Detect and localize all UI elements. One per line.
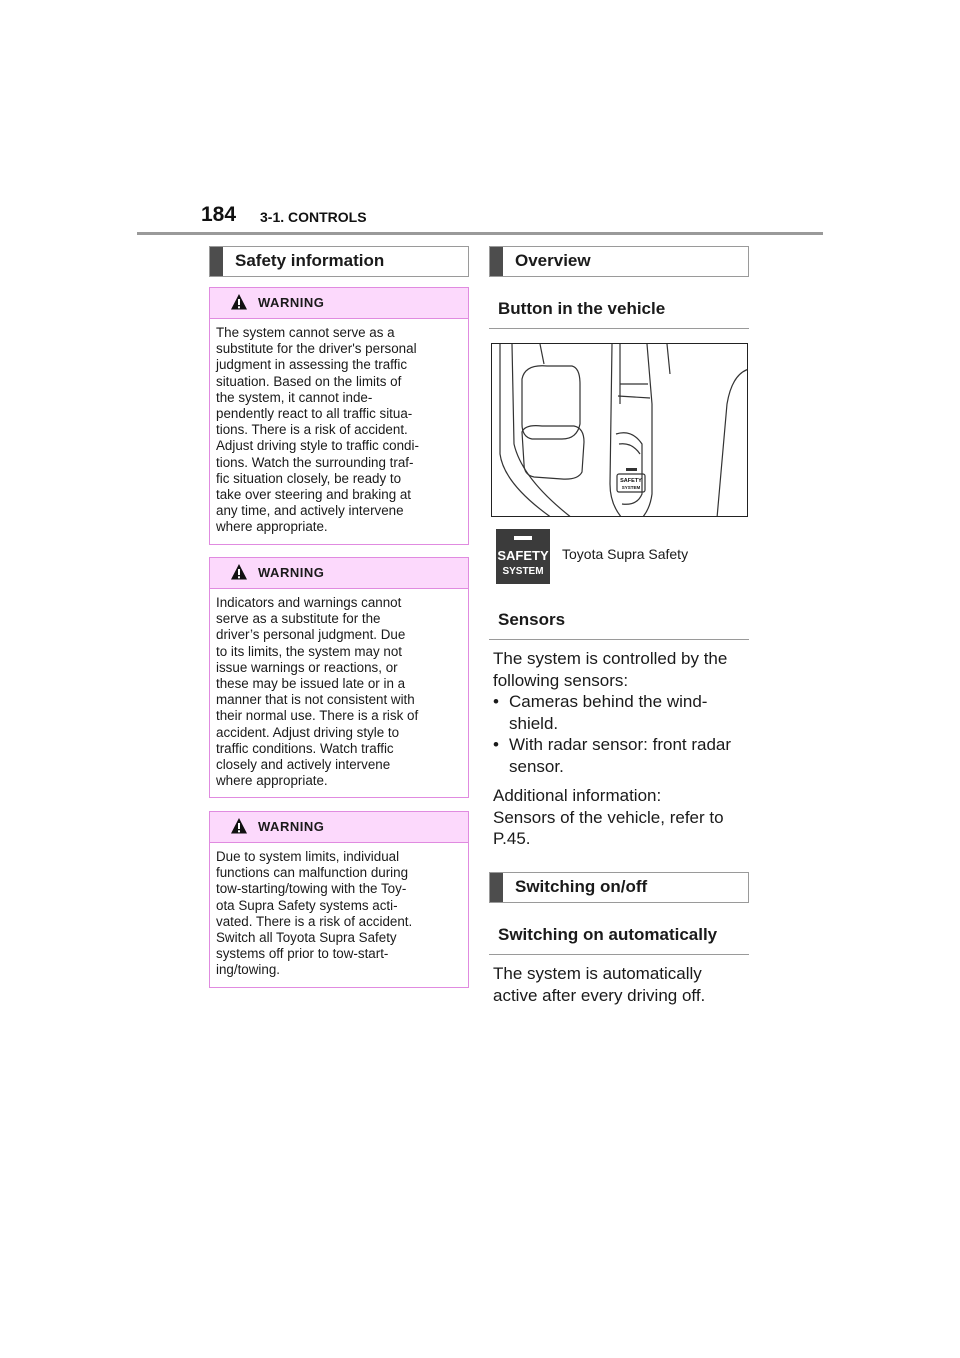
warning-text: Indicators and warnings cannot serve as a substitute for the driver’s personal judgment. Due to its limits, the system may not issue warnings or reactions, or these may be issued late or in a manner that is not consistent with their normal use. There is a risk of accident. Adjust driving style to traffic conditions. Watch traffic closely and actively intervene where appropriate.: [216, 595, 419, 789]
heading-label: Safety information: [235, 251, 385, 270]
safety-system-icon: [496, 529, 550, 584]
button-in-vehicle-heading: [489, 296, 749, 329]
subheading-label: Switching on automatically: [498, 925, 718, 944]
warning-triangle-icon: [230, 817, 248, 835]
warning-box-3: [209, 811, 469, 988]
header-rule: [137, 232, 823, 235]
heading-label: Overview: [515, 251, 591, 270]
bullet-text: With radar sensor: front radar sensor.: [509, 735, 732, 776]
console-illustration: [491, 343, 748, 517]
subheading-label: Sensors: [498, 610, 566, 629]
warning-header: [210, 558, 468, 589]
warning-box-2: [209, 557, 469, 798]
warning-triangle-icon: [230, 563, 248, 581]
sensors-body: [493, 648, 749, 777]
bullet-text: Cameras behind the wind-shield.: [509, 692, 708, 733]
warning-header: [210, 812, 468, 843]
warning-title: WARNING: [258, 565, 325, 580]
console-drawing: [492, 344, 748, 517]
switching-auto-heading: [489, 922, 749, 955]
additional-info: Additional information: Sensors of the vehicle, refer to P.45.: [493, 786, 724, 848]
list-item: [493, 691, 749, 734]
button-label-system: SYSTEM: [621, 485, 641, 490]
section-title: 3-1. CONTROLS: [260, 209, 367, 225]
heading-bar: [490, 247, 503, 276]
bullet-dot: •: [493, 735, 499, 754]
warning-text: Due to system limits, individual functions can malfunction during tow-starting/towing with the Toy- ota Supra Safety systems acti- vated. There is a risk of accident. Switch all Toyota Supra Safety systems off prior to tow-start- ing/towing.: [216, 849, 413, 978]
heading-bar: [490, 873, 503, 902]
list-item: [493, 734, 749, 777]
sensors-heading: [489, 607, 749, 640]
switching-auto-text: The system is automatically active after every driving off.: [493, 964, 706, 1005]
heading-bar: [210, 247, 223, 276]
button-label-safety: SAFETY: [620, 478, 642, 484]
sensors-intro: The system is controlled by the following sensors:: [493, 649, 728, 690]
warning-title: WARNING: [258, 295, 325, 310]
overview-heading: [489, 246, 749, 277]
safety-icon-text-top: SAFETY: [497, 548, 549, 563]
warning-box-1: [209, 287, 469, 545]
icon-caption: Toyota Supra Safety: [562, 546, 689, 562]
switching-heading: [489, 872, 749, 903]
warning-title: WARNING: [258, 819, 325, 834]
bullet-dot: •: [493, 692, 499, 711]
heading-label: Switching on/off: [515, 877, 648, 896]
subheading-label: Button in the vehicle: [498, 299, 666, 318]
warning-text: The system cannot serve as a substitute for the driver's personal judgment in assessing the traffic situation. Based on the limits of the system, it cannot inde- pendently react to all traffic situa- tions. There is a risk of accident. Adjust driving style to traffic condi- tions. Watch the surrounding traf- fic situation closely, be ready to take over steering and braking at any time, and actively intervene where appropriate.: [216, 325, 419, 535]
safety-information-heading: [209, 246, 469, 277]
warning-triangle-icon: [230, 293, 248, 311]
safety-icon-text-bottom: SYSTEM: [502, 566, 544, 577]
warning-header: [210, 288, 468, 319]
page-number: 184: [201, 203, 237, 226]
